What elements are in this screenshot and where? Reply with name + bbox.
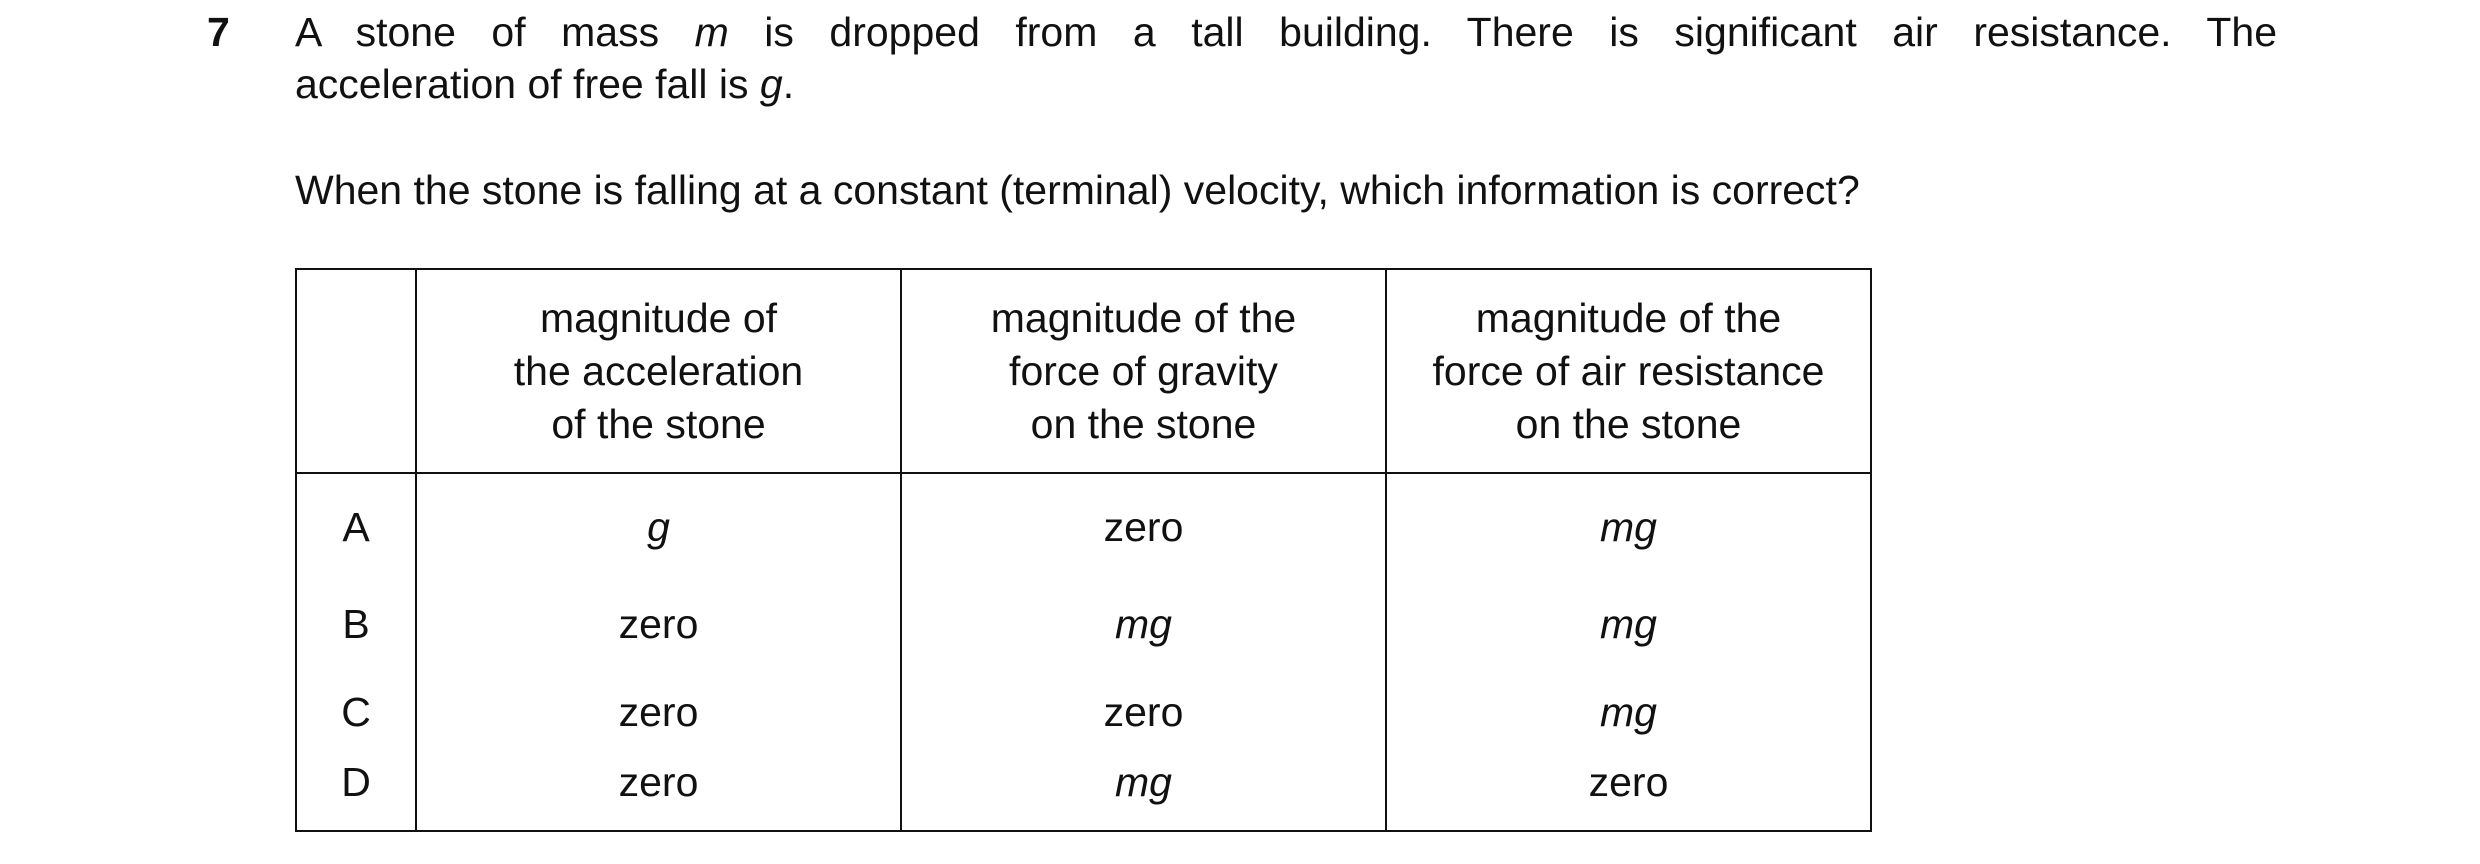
option-letter: B: [342, 600, 370, 647]
option-row-b[interactable]: [296, 580, 1871, 668]
answer-options-table: [295, 268, 1872, 832]
question-prompt: When the stone is falling at a constant (terminal) velocity, which information is correct?: [295, 167, 1860, 213]
header-line: of the stone: [551, 400, 766, 447]
option-letter: C: [341, 688, 371, 735]
question-stem-line-1: [295, 6, 2277, 58]
option-row-a[interactable]: [296, 473, 1871, 580]
option-cell: zero: [416, 580, 901, 668]
option-cell: zero: [416, 756, 901, 831]
header-line: magnitude of the: [990, 294, 1297, 341]
option-cell: zero: [416, 668, 901, 756]
stem-text: is dropped from a tall building. There is significant air resistance. The: [728, 9, 2277, 55]
stem-text: A stone of mass: [295, 9, 695, 55]
header-air-resistance-force: [1386, 269, 1871, 473]
option-cell: mg: [901, 756, 1386, 831]
option-cell: mg: [1386, 668, 1871, 756]
option-row-c[interactable]: [296, 668, 1871, 756]
variable-g: g: [759, 61, 783, 107]
header-acceleration: [416, 269, 901, 473]
header-line: force of gravity: [1009, 347, 1278, 394]
option-cell: zero: [1386, 756, 1871, 831]
option-cell: mg: [1386, 580, 1871, 668]
header-line: magnitude of: [539, 294, 778, 341]
option-cell: g: [416, 473, 901, 580]
option-letter: A: [342, 503, 370, 550]
question-stem-line-2: [295, 58, 2277, 110]
header-blank-cell: [296, 269, 416, 473]
header-line: on the stone: [1515, 400, 1742, 447]
stem-text: acceleration of free fall is: [295, 61, 760, 107]
option-cell: mg: [1386, 473, 1871, 580]
header-line: force of air resistance: [1432, 347, 1825, 394]
option-letter: D: [341, 759, 371, 805]
option-cell: zero: [901, 473, 1386, 580]
table-header-row: [296, 269, 1871, 473]
stem-text: .: [782, 61, 795, 107]
option-row-d[interactable]: [296, 756, 1871, 831]
option-cell: mg: [901, 580, 1386, 668]
header-line: magnitude of the: [1475, 294, 1782, 341]
header-line: the acceleration: [513, 347, 804, 394]
variable-m: m: [694, 9, 729, 55]
header-line: on the stone: [1030, 400, 1257, 447]
header-gravity-force: [901, 269, 1386, 473]
question-stem: [295, 6, 2277, 110]
option-cell: zero: [901, 668, 1386, 756]
question-number: 7: [207, 9, 230, 55]
